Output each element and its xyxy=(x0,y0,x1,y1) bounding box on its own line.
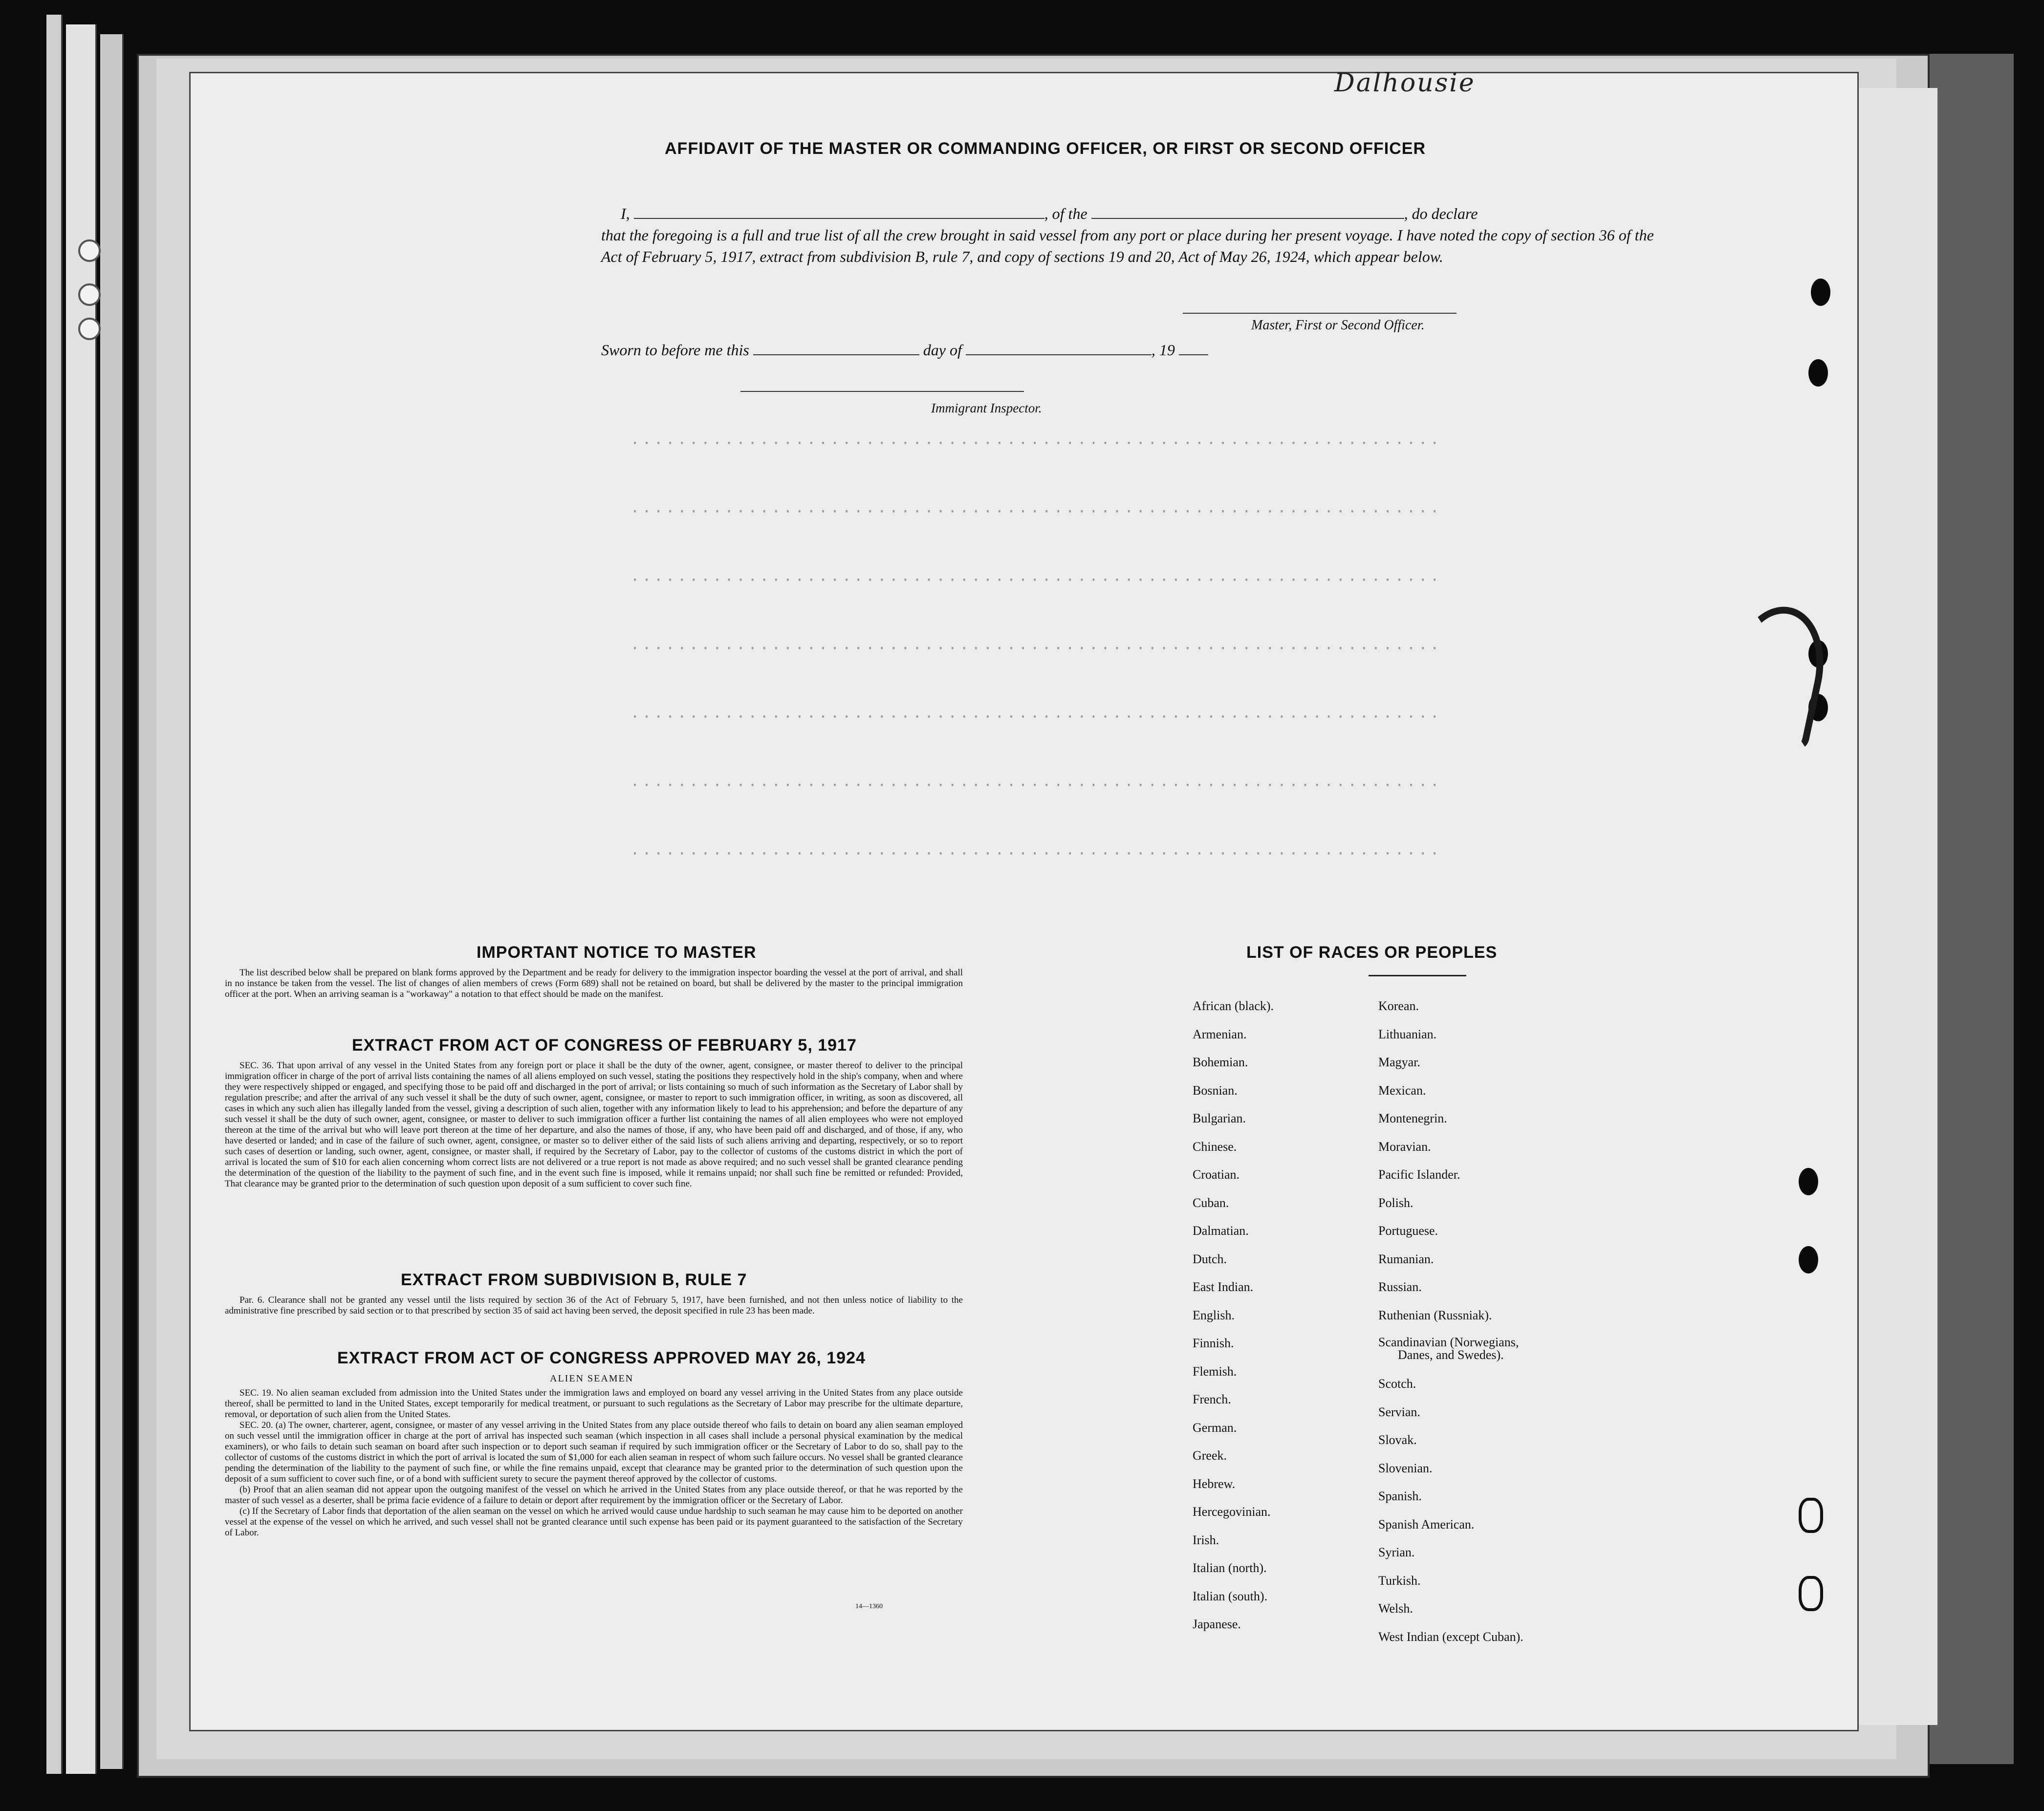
punch-hole xyxy=(1808,359,1828,387)
extract-1917-title: EXTRACT FROM ACT OF CONGRESS OF FEBRUARY 5, 1917 xyxy=(352,1036,857,1055)
race-item: Scandinavian (Norwegians, xyxy=(1378,1335,1519,1349)
binder-hole xyxy=(78,239,101,262)
race-item: Mexican. xyxy=(1378,1083,1426,1098)
race-item: Irish. xyxy=(1193,1532,1219,1547)
bleed-through: ····································································· xyxy=(631,709,1442,726)
race-item: French. xyxy=(1193,1392,1231,1406)
affidavit-page xyxy=(191,68,1857,1730)
race-item: East Indian. xyxy=(1193,1280,1254,1294)
notice-text: The list described below shall be prepared on blank forms approved by the Department and be ready for delivery to the immigration inspector boarding the vessel at the port of arrival, and shall in no instance be taken from the vessel. The list of changes of alien members of crews (Form 689) shall not be retained on board, but shall be delivered by the master to the principal immigration officer at the port. When an arriving seaman is a "workaway" a notation to that effect should be made on the manifest. xyxy=(225,968,963,999)
race-item: Slovenian. xyxy=(1378,1461,1433,1475)
handwritten-note: Dalhousie xyxy=(1334,68,1476,98)
race-item: Servian. xyxy=(1378,1404,1420,1419)
race-item: Cuban. xyxy=(1193,1195,1229,1210)
race-item: Bulgarian. xyxy=(1193,1111,1246,1125)
notice-title: IMPORTANT NOTICE TO MASTER xyxy=(477,943,757,962)
race-item: Dutch. xyxy=(1193,1251,1227,1266)
alien-seamen-heading: ALIEN SEAMEN xyxy=(550,1373,634,1384)
race-item: Hebrew. xyxy=(1193,1476,1236,1491)
race-item: Bosnian. xyxy=(1193,1083,1238,1098)
race-item: Danes, and Swedes). xyxy=(1398,1348,1504,1362)
extract-rule7-text: Par. 6. Clearance shall not be granted any vessel until the lists required by section 36 of the Act of February 5, 1917, have been furnished, and not then unless notice of liability to the administrative fine prescribed by said section or to that prescribed by section 35 of said act having been served, the deposit specified in rule 23 has been made. xyxy=(225,1295,963,1316)
race-item: Hercegovinian. xyxy=(1193,1505,1271,1519)
bleed-through: ····································································· xyxy=(631,503,1442,520)
race-item: Ruthenian (Russniak). xyxy=(1378,1308,1492,1322)
punch-hole xyxy=(1799,1246,1818,1273)
signature-line xyxy=(1183,313,1457,314)
race-item: Dalmatian. xyxy=(1193,1224,1249,1238)
race-item: Korean. xyxy=(1378,999,1419,1013)
race-item: English. xyxy=(1193,1308,1235,1322)
race-item: Chinese. xyxy=(1193,1139,1237,1154)
race-item: West Indian (except Cuban). xyxy=(1378,1629,1523,1644)
extract-1924-title: EXTRACT FROM ACT OF CONGRESS APPROVED MAY 26, 1924 xyxy=(337,1349,866,1367)
race-item: Welsh. xyxy=(1378,1601,1413,1616)
race-item: Italian (north). xyxy=(1193,1561,1267,1575)
race-item: Polish. xyxy=(1378,1195,1413,1210)
races-list-left xyxy=(1193,992,1274,1639)
bleed-through: ····································································· xyxy=(631,640,1442,657)
inspector-label: Immigrant Inspector. xyxy=(931,401,1042,415)
form-number: 14—1360 xyxy=(855,1603,883,1610)
race-item: Turkish. xyxy=(1378,1573,1421,1588)
affidavit-text: I, , of the , do declare that the foregoing is a full and true list of all the crew brought in said vessel from any port or place during her present voyage. I have noted the copy of section 36 of the Act of February 5, 1917, extract from subdivision B, rule 7, and copy of sections 19 and 20, Act of May 26, 1924, which appear below. xyxy=(601,203,1676,267)
race-item: African (black). xyxy=(1193,999,1274,1013)
race-item: Flemish. xyxy=(1193,1364,1237,1379)
bleed-through: ····································································· xyxy=(631,845,1442,862)
page-edge xyxy=(46,15,63,1774)
extract-1924-text: SEC. 19. No alien seaman excluded from admission into the United States under the immigration laws and employed on board any vessel arriving in the United States from any place outside thereof, shall be permitted to land in the United States, except temporarily for medical treatment, or pursuant to such regulations as the Secretary of Labor may prescribe for the ultimate departure, removal, or deportation of such alien from the United States. SEC. 20. (a) The owner, charterer, agent, consignee, or master of any vessel arriving in the United States from any place outside thereof who fails to detain on board any alien seaman employed on such vessel until the immigration officer in charge at the port of arrival has inspected such seaman (which inspection in all cases shall include a personal physical examination by the medical examiners), or who fails to detain such seaman on board after such inspection or to deport such seaman if required by such immigration officer or the Secretary of Labor to do so, shall pay to the collector of customs of the customs district in which the port of arrival is located the sum of $1,000 for each alien seaman in respect of whom such failure occurs. No vessel shall be granted clearance pending the determination of the liability to the payment of such fine, or while the fine remains unpaid, except that clearance may be granted prior to the determination of such question upon the deposit of a sum sufficient to cover such fine, or of a bond with sufficient surety to secure the payment thereof approved by the collector of customs. (b) Proof that an alien seaman did not appear upon the outgoing manifest of the vessel on which he arrived in the United States from any place outside thereof, or that he was reported by the master of such vessel as a deserter, shall be prima facie evidence of a failure to detain or deport after requirement by the immigration officer or the Secretary of Labor. (c) If the Secretary of Labor finds that deportation of the alien seaman on the vessel on which he arrived would cause undue hardship to such seaman he may cause him to be deported on another vessel at the expense of the vessel on which he arrived, and such vessel shall not be granted clearance until such expense has been paid or its payment guaranteed to the satisfaction of the Secretary of Labor. xyxy=(225,1388,963,1538)
inspector-line xyxy=(740,391,1024,392)
page-edge xyxy=(100,34,124,1769)
race-item: Greek. xyxy=(1193,1448,1227,1463)
bleed-through: ····································································· xyxy=(631,572,1442,589)
race-item: Italian (south). xyxy=(1193,1589,1268,1603)
race-item: Japanese. xyxy=(1193,1617,1241,1631)
race-item: Finnish. xyxy=(1193,1336,1234,1350)
signature-label: Master, First or Second Officer. xyxy=(1251,318,1425,333)
race-item: Montenegrin. xyxy=(1378,1111,1447,1125)
races-list-right xyxy=(1378,992,1523,1651)
punch-hole xyxy=(1799,1168,1818,1195)
race-item: Spanish. xyxy=(1378,1489,1422,1503)
binder-ring xyxy=(1799,1498,1823,1533)
race-item: Magyar. xyxy=(1378,1055,1420,1069)
race-item: Scotch. xyxy=(1378,1377,1416,1391)
race-item: Slovak. xyxy=(1378,1433,1417,1447)
races-rule xyxy=(1369,975,1466,976)
affidavit-title: AFFIDAVIT OF THE MASTER OR COMMANDING OFFICER, OR FIRST OR SECOND OFFICER xyxy=(665,139,1426,158)
race-item: Spanish American. xyxy=(1378,1517,1475,1531)
bleed-through: ····································································· xyxy=(631,435,1442,452)
race-item: Croatian. xyxy=(1193,1167,1240,1182)
race-item: Bohemian. xyxy=(1193,1055,1248,1069)
sworn-line: Sworn to before me this day of , 19 xyxy=(601,340,1208,359)
race-item: Armenian. xyxy=(1193,1027,1247,1041)
race-item: Syrian. xyxy=(1378,1545,1415,1559)
punch-hole xyxy=(1811,279,1830,306)
race-item: Lithuanian. xyxy=(1378,1027,1437,1041)
extract-1917-text: SEC. 36. That upon arrival of any vessel in the United States from any foreign port or place it shall be the duty of the owner, agent, consignee, or master thereof to deliver to the principal immigration officer in charge of the port of arrival lists containing the names of all aliens employed on such vessel, stating the positions they respectively hold in the ship's company, when and where they were respectively shipped or engaged, and specifying those to be paid off and discharged in the port of arrival; or lists containing so much of such information as the Secretary of Labor shall by regulation prescribe; and after the arrival of any such vessel it shall be the duty of such owner, agent, consignee, or master to report to such immigration officer, in writing, as soon as discovered, all cases in which any such alien has illegally landed from the vessel, giving a description of such alien, together with any information likely to lead to his apprehension; and before the departure of any such vessel it shall be the duty of such owner, agent, consignee, or master to deliver to such immigration officer a further list containing the names of all alien employees who were not employed thereon at the time of the arrival but who will leave port thereon at the time of her departure, and also the names of those, if any, who have been paid off and discharged, and of those, if any, who have deserted or landed; and in case of the failure of such owner, agent, consignee, or master so to deliver either of the said lists of such aliens arriving and departing, respectively, or so to report such cases of desertion or landing, such owner, agent, consignee, or master shall, if required by the Secretary of Labor, pay to the collector of customs of the customs district in which the port of arrival is located the sum of $10 for each alien concerning whom correct lists are not delivered or a true report is not made as above required; and no such vessel shall be granted clearance pending the determination of the question of the liability to the payment of such fine, and in the event such fine is imposed, while it remains unpaid; nor shall such fine be remitted or refunded: Provided, That clearance may be granted prior to the determination of such question upon deposit of a sum sufficient to cover such fine. xyxy=(225,1060,963,1189)
race-item: Russian. xyxy=(1378,1280,1422,1294)
race-item: Moravian. xyxy=(1378,1139,1431,1154)
binder-ring xyxy=(1799,1576,1823,1611)
race-item: Pacific Islander. xyxy=(1378,1167,1460,1182)
binder-hole xyxy=(78,283,101,306)
races-title: LIST OF RACES OR PEOPLES xyxy=(1246,943,1498,962)
bleed-through: ····································································· xyxy=(631,777,1442,794)
race-item: Rumanian. xyxy=(1378,1251,1434,1266)
race-item: German. xyxy=(1193,1420,1237,1435)
race-item: Portuguese. xyxy=(1378,1224,1438,1238)
binder-hole xyxy=(78,318,101,340)
extract-rule7-title: EXTRACT FROM SUBDIVISION B, RULE 7 xyxy=(401,1271,747,1289)
